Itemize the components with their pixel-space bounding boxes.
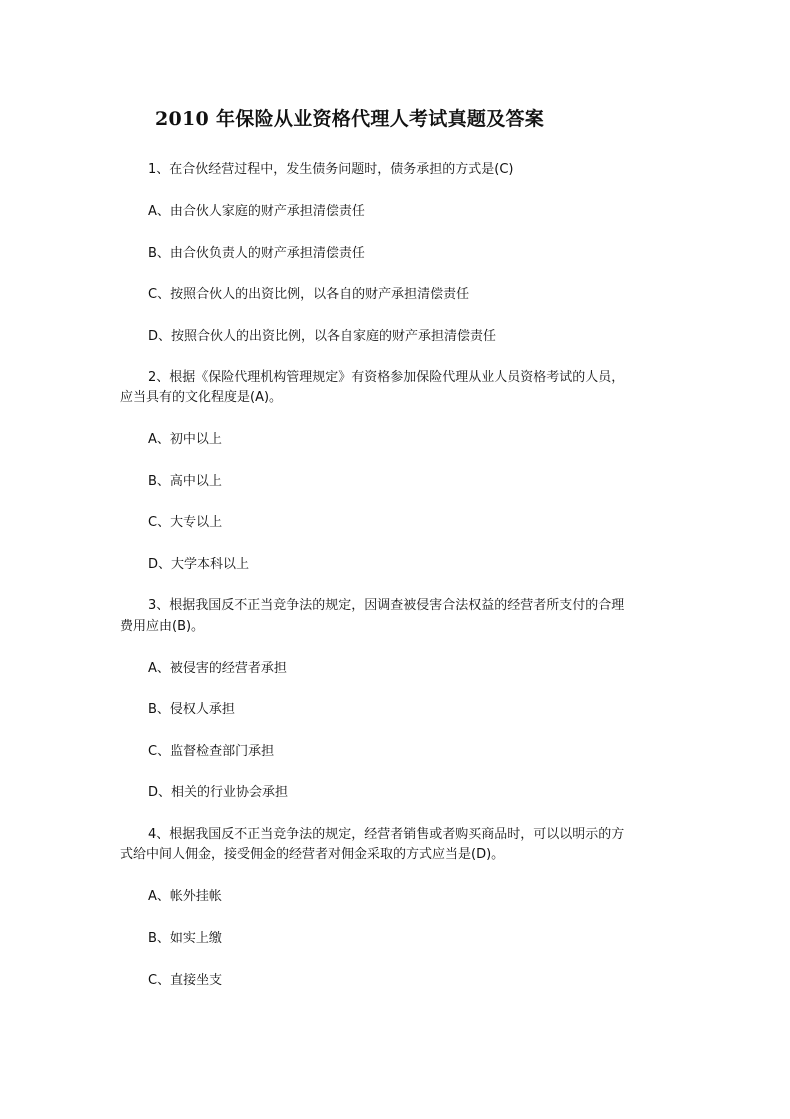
document-title: 2010 年保险从业资格代理人考试真题及答案 [155, 108, 545, 130]
question-4-stem-line-1: 4、根据我国反不正当竞争法的规定，经营者销售或者购买商品时，可以以明示的方 [148, 827, 625, 842]
question-1-option-a: A、由合伙人家庭的财产承担清偿责任 [148, 204, 365, 219]
question-4-option-b: B、如实上缴 [148, 931, 222, 946]
question-2-option-b: B、高中以上 [148, 474, 222, 489]
question-4-option-a: A、帐外挂帐 [148, 889, 222, 904]
question-2-option-a: A、初中以上 [148, 432, 222, 447]
question-1-option-b: B、由合伙负责人的财产承担清偿责任 [148, 246, 365, 261]
question-3-option-d: D、相关的行业协会承担 [148, 785, 289, 800]
question-2-stem-line-1: 2、根据《保险代理机构管理规定》有资格参加保险代理从业人员资格考试的人员， [148, 370, 625, 385]
question-1-option-d: D、按照合伙人的出资比例，以各自家庭的财产承担清偿责任 [148, 329, 497, 344]
question-1-stem: 1、在合伙经营过程中，发生债务问题时，债务承担的方式是(C) [148, 162, 514, 177]
question-2-stem-line-2: 应当具有的文化程度是(A)。 [120, 390, 283, 405]
question-4-stem-line-2: 式给中间人佣金，接受佣金的经营者对佣金采取的方式应当是(D)。 [120, 847, 505, 862]
question-3-stem-line-2: 费用应由(B)。 [120, 619, 205, 634]
question-3-stem-line-1: 3、根据我国反不正当竞争法的规定，因调查被侵害合法权益的经营者所支付的合理 [148, 598, 625, 613]
question-2-option-c: C、大专以上 [148, 515, 223, 530]
question-4-option-c: C、直接坐支 [148, 973, 223, 988]
question-2-option-d: D、大学本科以上 [148, 557, 250, 572]
question-3-option-a: A、被侵害的经营者承担 [148, 661, 287, 676]
question-3-option-b: B、侵权人承担 [148, 702, 235, 717]
question-1-option-c: C、按照合伙人的出资比例，以各自的财产承担清偿责任 [148, 287, 470, 302]
question-3-option-c: C、监督检查部门承担 [148, 744, 275, 759]
